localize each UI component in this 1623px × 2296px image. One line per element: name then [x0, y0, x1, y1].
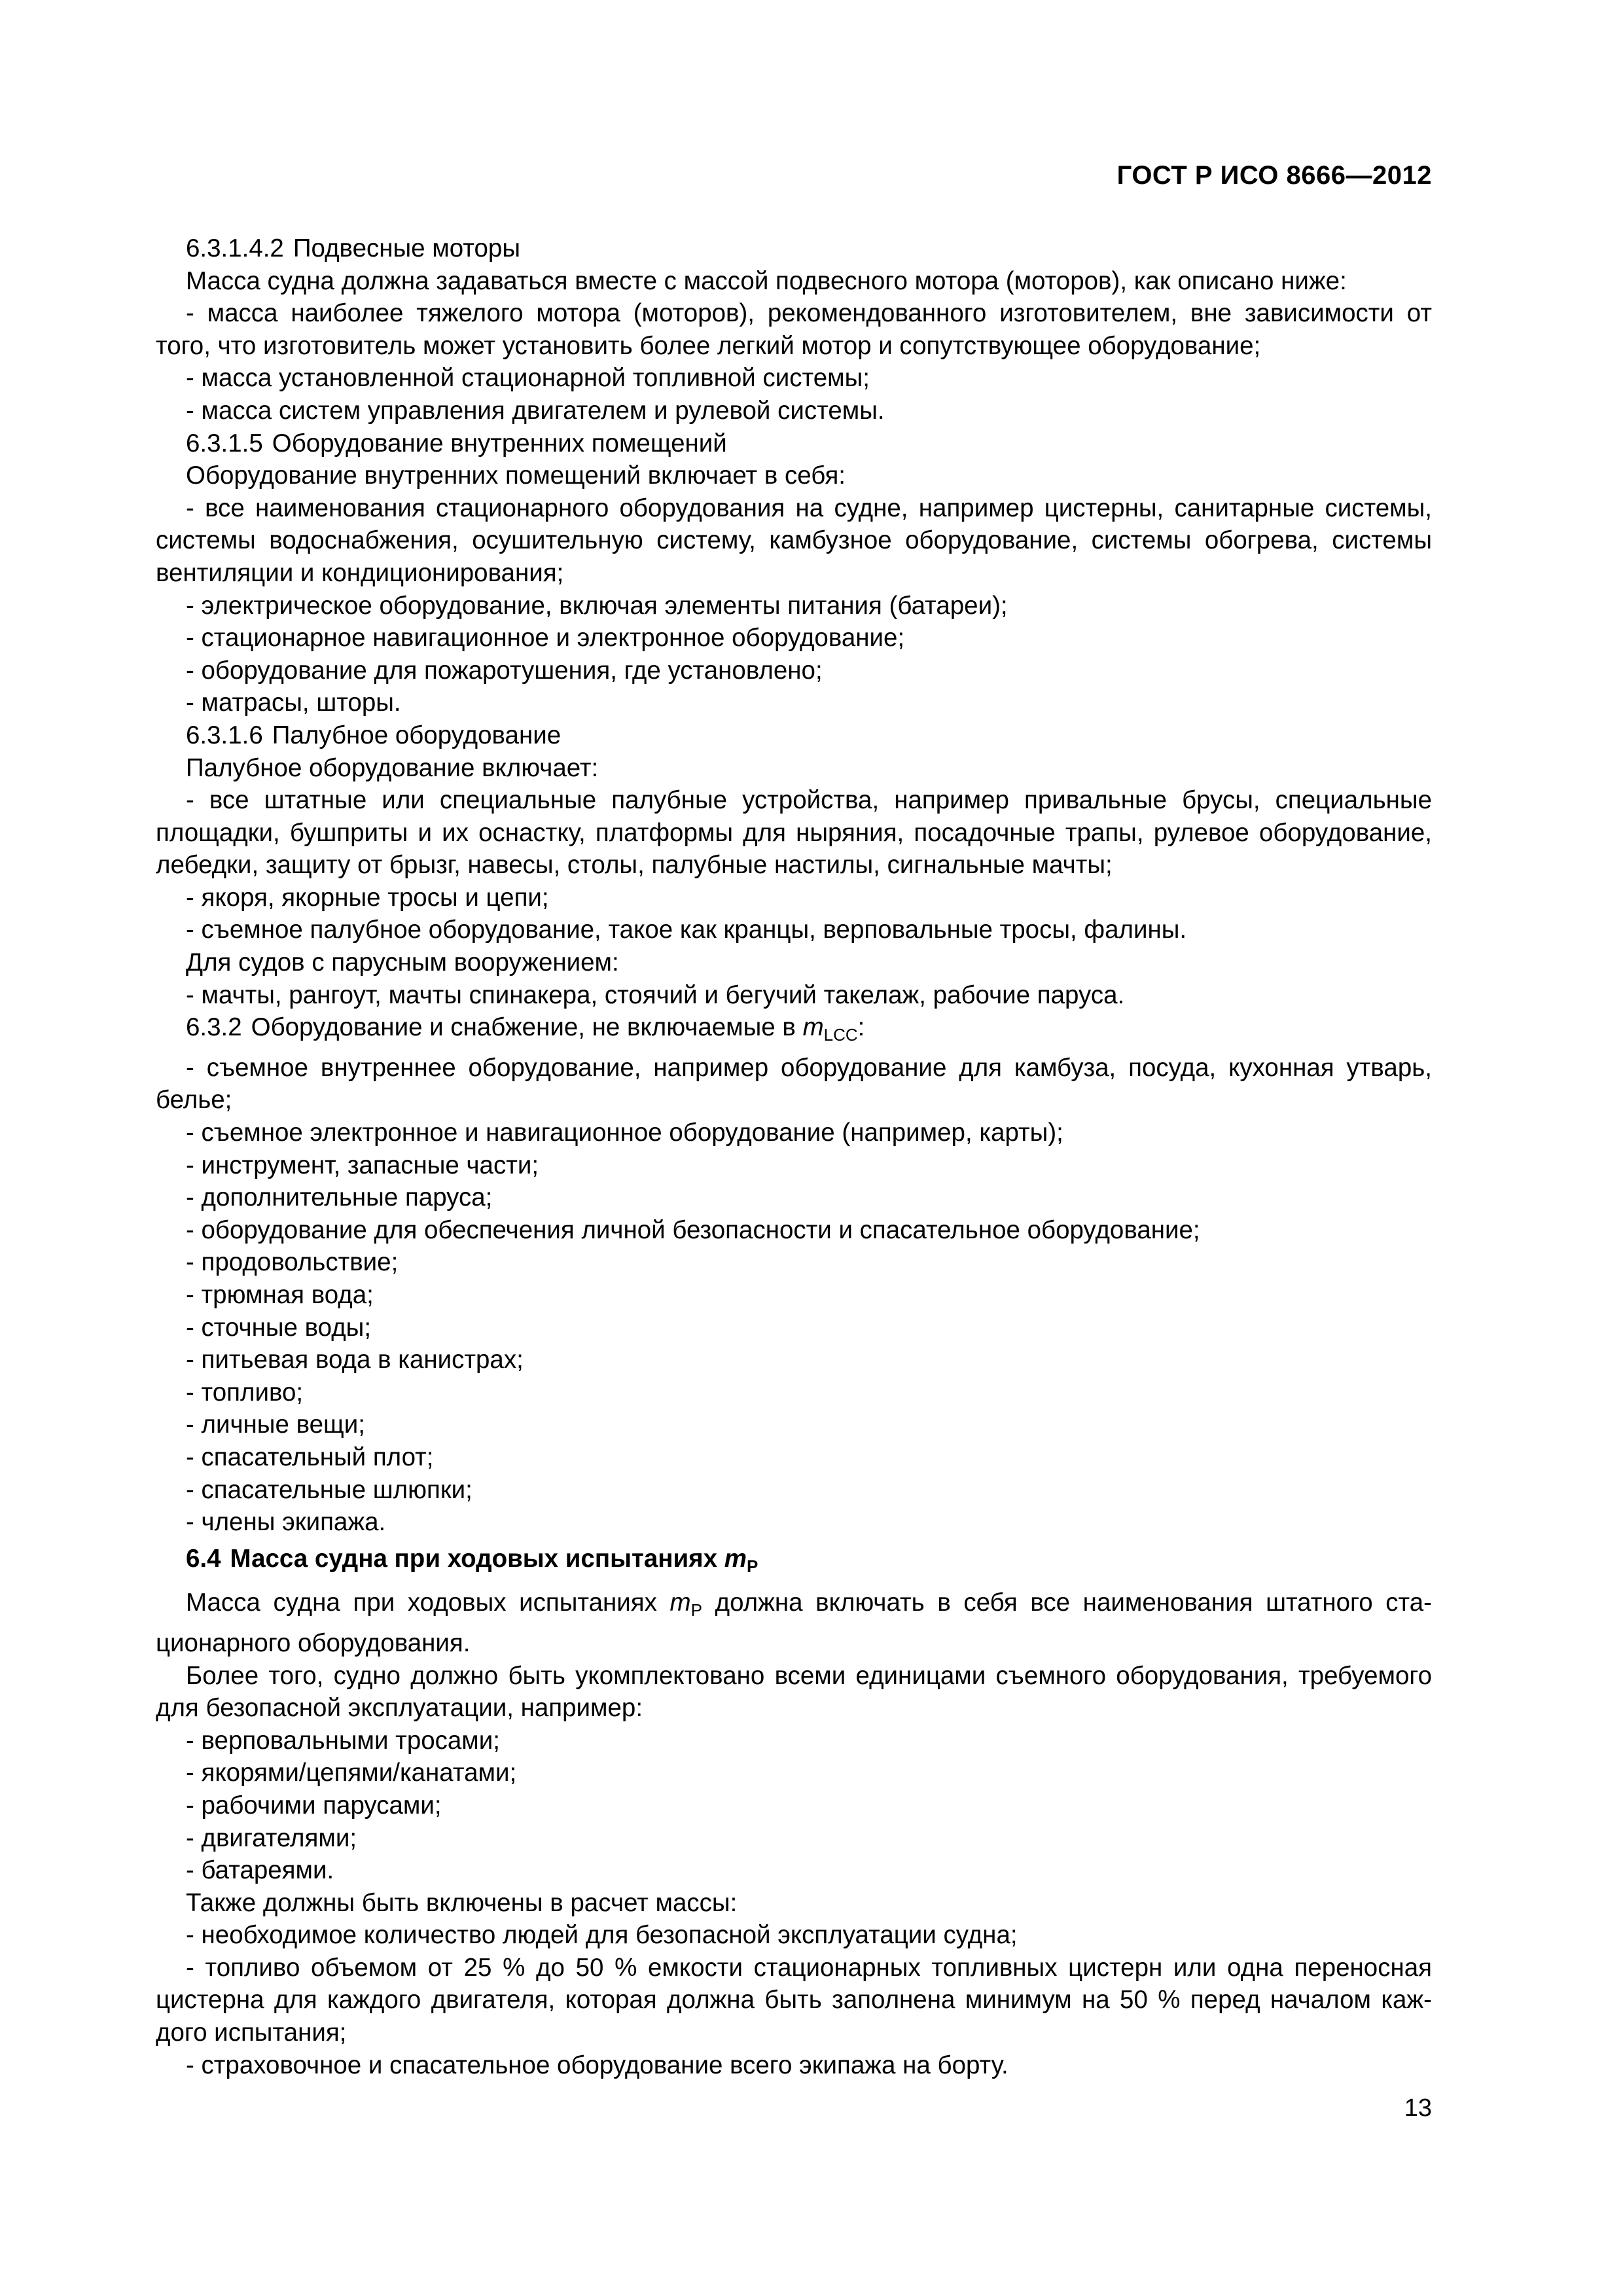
math-symbol: m: [802, 1013, 824, 1042]
paragraph: - продовольствие;: [186, 1248, 399, 1277]
clause-number: 6.3.1.6: [186, 721, 263, 749]
clause-title: Подвесные моторы: [293, 234, 521, 262]
paragraph: Масса судна должна задаваться вместе с массой подвесного мотора (моторов), как описано ниже:: [186, 266, 1347, 295]
paragraph: - топливо объемом от 25 % до 50 % емкости стационарных топливных цистерн или одна переносная цистерна для каждого двигателя, которая должна быть заполнена минимум на 50 % перед началом каждого испытания;: [156, 1953, 1432, 2047]
paragraph: - якорями/цепями/канатами;: [186, 1759, 517, 1787]
paragraph: - инструмент, запасные части;: [186, 1151, 539, 1179]
paragraph: Также должны быть включены в расчет массы:: [186, 1888, 738, 1917]
math-symbol: m: [669, 1588, 691, 1617]
section-title: Масса судна при ходовых испытаниях: [230, 1544, 718, 1573]
clause-number: 6.3.2: [186, 1013, 242, 1042]
clause-title: Оборудование внутренних помещений: [272, 429, 727, 457]
math-subscript: LCC: [823, 1025, 858, 1045]
text-after: должна включать в себя все наименования штатного стационарного оборудования.: [156, 1588, 1432, 1657]
section-number: 6.4: [186, 1544, 221, 1573]
clause-tail: :: [857, 1013, 865, 1042]
paragraph: - все наименования стационарного оборудования на судне, например цистерны, санитарные системы, системы водоснабжения, осушительную систему, камбузное оборудование, системы обогрева, системы вентиляции и кондиционирования;: [156, 493, 1432, 587]
paragraph: [156, 1587, 1432, 1659]
clause-number: 6.3.1.5: [186, 429, 263, 457]
paragraph: Оборудование внутренних помещений включает в себя:: [186, 461, 846, 490]
math-subscript: P: [746, 1556, 758, 1576]
clause-heading: [156, 232, 1432, 265]
paragraph: - масса наиболее тяжелого мотора (моторов), рекомендованного изготовителем, вне зависимости от того, что изготовитель может установить более легкий мотор и сопутствующее оборудование;: [156, 299, 1432, 360]
clause-title: Оборудование и снабжение, не включаемые в: [251, 1013, 796, 1042]
paragraph: - якоря, якорные тросы и цепи;: [186, 883, 549, 912]
paragraph: Более того, судно должно быть укомплектовано всеми единицами съемного оборудования, требуемого для безопасной эксплуатации, например:: [156, 1661, 1432, 1723]
paragraph: - двигателями;: [186, 1823, 357, 1852]
paragraph: - личные вещи;: [186, 1410, 365, 1439]
paragraph: - трюмная вода;: [186, 1281, 374, 1309]
clause-number: 6.3.1.4.2: [186, 234, 284, 262]
paragraph: - мачты, рангоут, мачты спинакера, стоячий и бегучий такелаж, рабочие паруса.: [186, 980, 1125, 1009]
section-heading: [156, 1543, 1432, 1583]
paragraph: - электрическое оборудование, включая элементы питания (батареи);: [186, 591, 1008, 620]
paragraph: - батареями.: [186, 1856, 334, 1885]
paragraph: - необходимое количество людей для безопасной эксплуатации судна;: [186, 1921, 1018, 1950]
paragraph: - рабочими парусами;: [186, 1791, 442, 1820]
paragraph: - съемное электронное и навигационное оборудование (например, карты);: [186, 1119, 1063, 1147]
paragraph: - сточные воды;: [186, 1313, 372, 1342]
document-body: [156, 232, 1432, 2081]
paragraph: - члены экипажа.: [186, 1508, 386, 1537]
math-subscript: P: [690, 1600, 702, 1621]
paragraph: - масса систем управления двигателем и рулевой системы.: [186, 396, 885, 425]
paragraph: - все штатные или специальные палубные устройства, например привальные брусы, специальные площадки, бушприты и их оснастку, платформы для ныряния, посадочные трапы, рулевое оборудование, лебедки, защиту от брызг, навесы, столы, палубные настилы, сигнальные мачты;: [156, 786, 1432, 880]
paragraph: - спасательные шлюпки;: [186, 1475, 473, 1504]
clause-heading: [156, 427, 1432, 460]
paragraph: - дополнительные паруса;: [186, 1183, 493, 1212]
math-symbol: m: [724, 1544, 747, 1573]
document-header: ГОСТ Р ИСО 8666—2012: [1116, 161, 1432, 190]
paragraph: - стационарное навигационное и электронное оборудование;: [186, 624, 905, 653]
paragraph: - топливо;: [186, 1378, 304, 1407]
paragraph: - страховочное и спасательное оборудование всего экипажа на борту.: [186, 2051, 1008, 2079]
paragraph: - оборудование для обеспечения личной безопасности и спасательное оборудование;: [186, 1215, 1200, 1244]
paragraph: Палубное оборудование включает:: [186, 753, 599, 782]
paragraph: - оборудование для пожаротушения, где установлено;: [186, 656, 823, 685]
clause-heading: [156, 1011, 1432, 1052]
paragraph: - питьевая вода в канистрах;: [186, 1346, 524, 1374]
text-before: Масса судна при ходовых испытаниях: [186, 1588, 657, 1617]
paragraph: - съемное палубное оборудование, такое как кранцы, верповальные тросы, фалины.: [186, 916, 1187, 944]
clause-title: Палубное оборудование: [272, 721, 562, 749]
paragraph: Для судов с парусным вооружением:: [186, 948, 619, 977]
paragraph: - верповальными тросами;: [186, 1726, 500, 1755]
clause-heading: [156, 719, 1432, 752]
paragraph: - спасательный плот;: [186, 1443, 434, 1471]
page-number: 13: [1404, 2094, 1432, 2122]
paragraph: - съемное внутреннее оборудование, например оборудование для камбуза, посуда, кухонная утварь, белье;: [156, 1053, 1432, 1115]
paragraph: - матрасы, шторы.: [186, 689, 401, 717]
paragraph: - масса установленной стационарной топливной системы;: [186, 364, 870, 393]
